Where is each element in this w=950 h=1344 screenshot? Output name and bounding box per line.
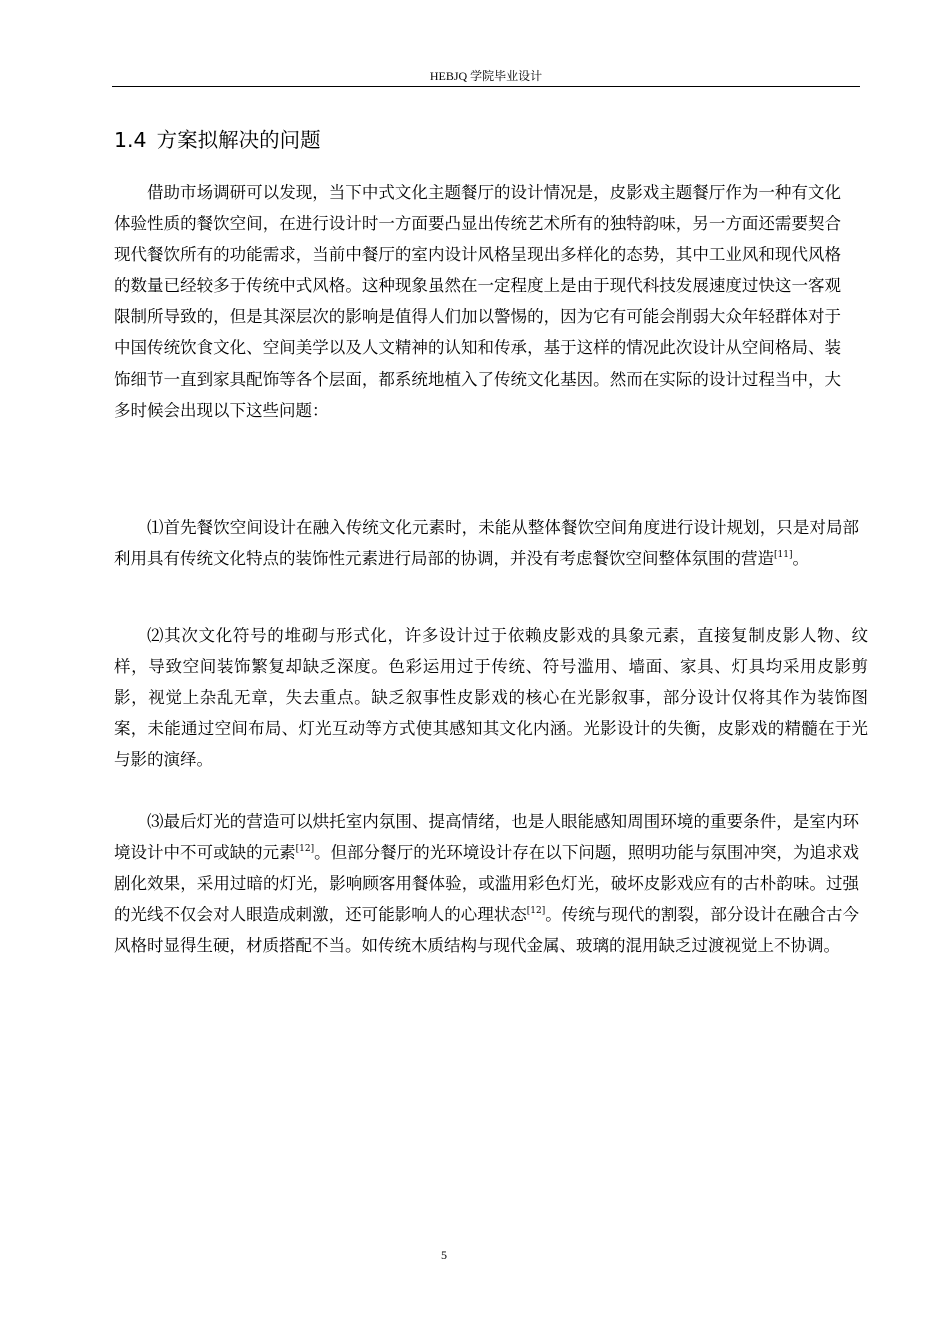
page-header: HEBJQ 学院毕业设计 bbox=[429, 69, 543, 83]
paragraph-problem-1-text: ⑴首先餐饮空间设计在融入传统文化元素时，未能从整体餐饮空间角度进行设计规划，只是对局部利用具有传统文化特点的装饰性元素进行局部的协调，并没有考虑餐饮空间整体氛围的营造 bbox=[114, 518, 859, 569]
paragraph-problem-3-part-c: 。传统与现代的割裂，部分设计在融合古今风格时显得生硬，材质搭配不当。如传统木质结构与现代金属、玻璃的混用缺乏过渡视觉上不协调。 bbox=[114, 905, 860, 956]
paragraph-problem-1-end: 。 bbox=[792, 549, 809, 569]
page-number: 5 bbox=[441, 1248, 447, 1262]
paragraph-intro: 借助市场调研可以发现，当下中式文化主题餐厅的设计情况是，皮影戏主题餐厅作为一种有文化体验性质的餐饮空间，在进行设计时一方面要凸显出传统艺术所有的独特韵味，另一方面还需要契合现代餐饮所有的功能需求，当前中餐厅的室内设计风格呈现出多样化的态势，其中工业风和现代风格的数量已经较多于传统中式风格。这种现象虽然在一定程度上是由于现代科技发展速度过快这一客观限制所导致的，但是其深层次的影响是值得人们加以警惕的，因为它有可能会削弱大众年轻群体对于中国传统饮食文化、空间美学以及人文精神的认知和传承，基于这样的情况此次设计从空间格局、装饰细节一直到家具配饰等各个层面，都系统地植入了传统文化基因。然而在实际的设计过程当中，大多时候会出现以下这些问题： bbox=[114, 183, 841, 420]
citation-ref: [11] bbox=[774, 549, 793, 560]
section-heading bbox=[114, 126, 321, 154]
paragraph-problem-3-part-b: 。但部分餐厅的光环境设计存在以下问题，照明功能与氛围冲突，为追求戏剧化效果，采用过暗的灯光，影响顾客用餐体验，或滥用彩色灯光，破坏皮影戏应有的古朴韵味。过强的光线不仅会对人眼造成刺激，还可能影响人的心理状态 bbox=[114, 843, 860, 925]
section-title: 方案拟解决的问题 bbox=[156, 128, 321, 152]
citation-ref: [12] bbox=[526, 905, 546, 916]
paragraph-problem-3 bbox=[114, 806, 859, 961]
citation-ref: [12] bbox=[295, 843, 315, 854]
header-rule bbox=[112, 86, 860, 87]
paragraph-problem-3-part-a: ⑶最后灯光的营造可以烘托室内氛围、提高情绪，也是人眼能感知周围环境的重要条件，是室内环境设计中不可或缺的元素 bbox=[114, 812, 859, 863]
section-number: 1.4 bbox=[114, 128, 147, 152]
paragraph-problem-2: ⑵其次文化符号的堆砌与形式化，许多设计过于依赖皮影戏的具象元素，直接复制皮影人物、纹样，导致空间装饰繁复却缺乏深度。色彩运用过于传统、符号滥用、墙面、家具、灯具均采用皮影剪影，视觉上杂乱无章，失去重点。缺乏叙事性皮影戏的核心在光影叙事，部分设计仅将其作为装饰图案，未能通过空间布局、灯光互动等方式使其感知其文化内涵。光影设计的失衡，皮影戏的精髓在于光与影的演绎。 bbox=[114, 626, 868, 770]
paragraph-problem-1 bbox=[114, 512, 859, 574]
